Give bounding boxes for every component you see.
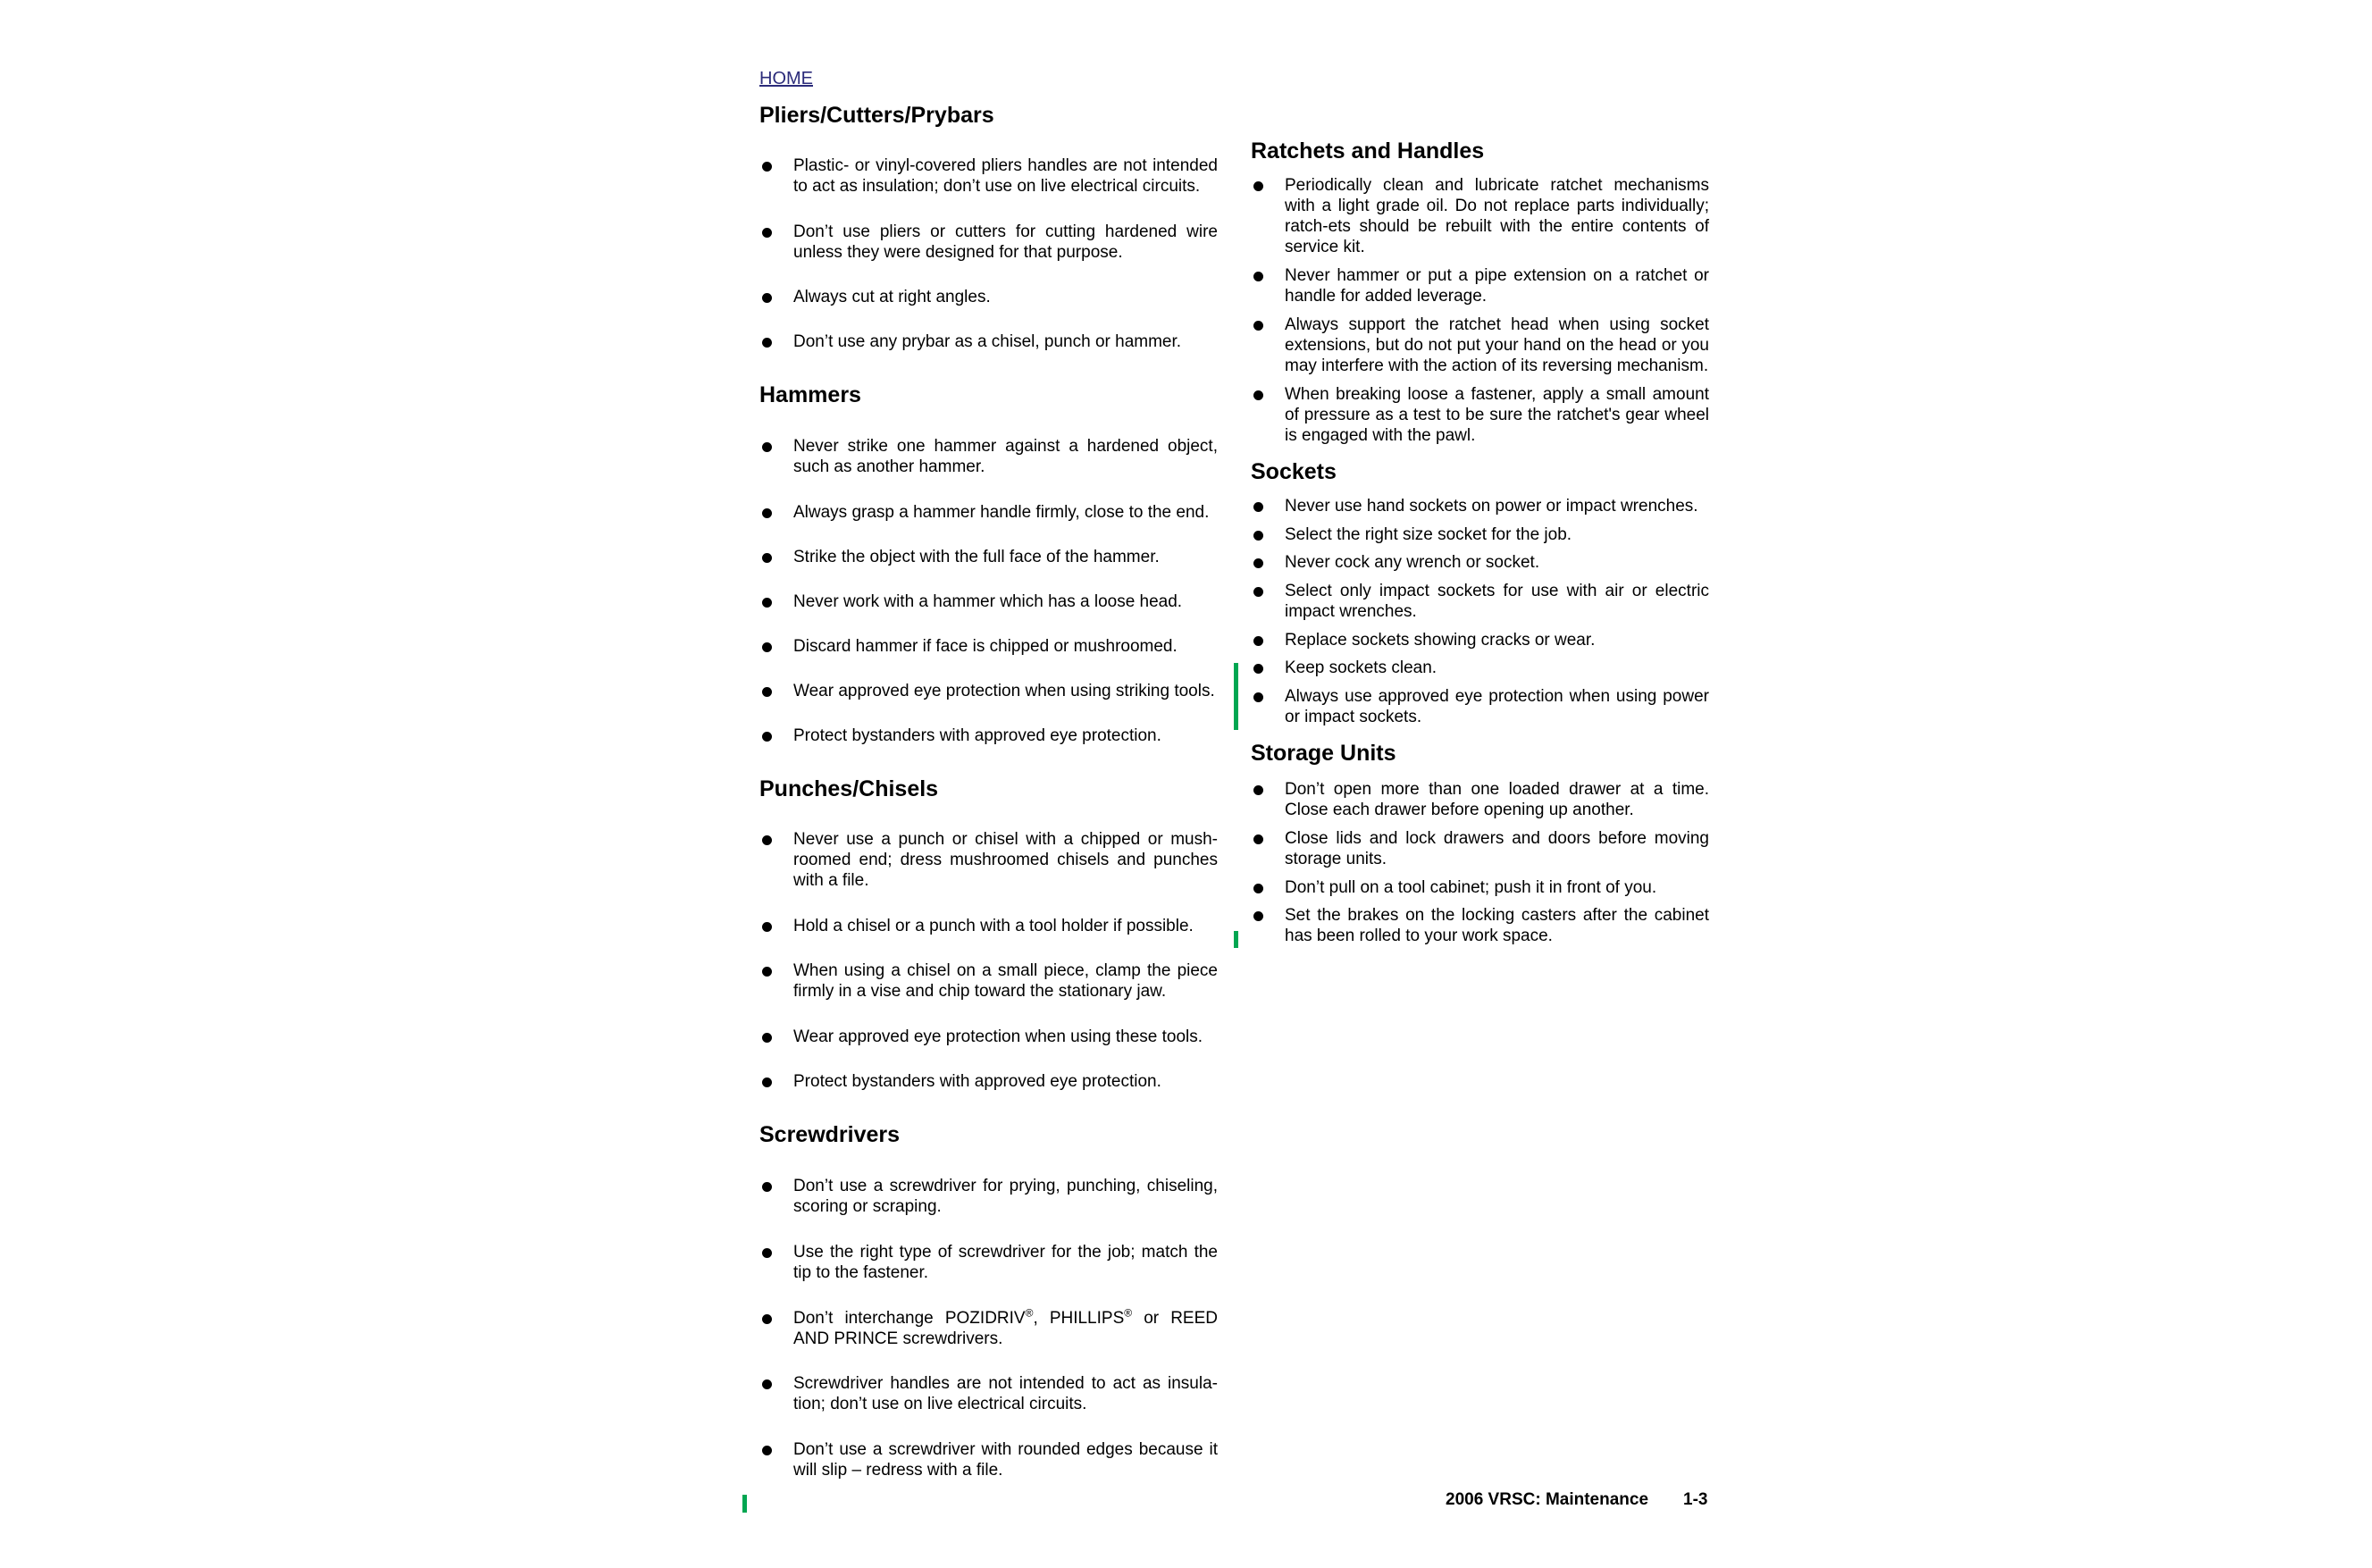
list-item: Never work with a hammer which has a loose head.	[759, 591, 1218, 612]
bullet-icon	[762, 922, 772, 932]
heading-ratchets: Ratchets and Handles	[1251, 138, 1485, 164]
list-item: Wear approved eye protection when using striking tools.	[759, 681, 1218, 701]
bullet-icon	[762, 1182, 772, 1192]
list-item: Select the right size socket for the job.	[1251, 524, 1709, 545]
bullet-icon	[762, 1248, 772, 1258]
bullet-icon	[762, 338, 772, 348]
home-link[interactable]: HOME	[759, 69, 813, 88]
list-item: Don’t open more than one loaded drawer at a time. Close each drawer before opening up another.	[1251, 779, 1709, 820]
list-item: Never strike one hammer against a hardened object, such as another hammer.	[759, 436, 1218, 477]
list-item: Keep sockets clean.	[1251, 658, 1709, 678]
bullet-icon	[762, 1446, 772, 1455]
list-item: Don’t pull on a tool cabinet; push it in front of you.	[1251, 877, 1709, 898]
bullet-icon	[1253, 321, 1263, 331]
interchange-text: Don’t interchange POZIDRIV®, PHILLIPS® or REED AND PRINCE screwdrivers.	[793, 1306, 1218, 1348]
list-item: When breaking loose a fastener, apply a small amount of pressure as a test to be sure the ratchet's gear wheel is engaged with the pawl.	[1251, 384, 1709, 446]
bullet-icon	[762, 732, 772, 742]
list-item: Always use approved eye protection when using power or impact sockets.	[1251, 686, 1709, 727]
footer-title: 2006 VRSC: Maintenance	[1446, 1490, 1649, 1509]
list-item: Close lids and lock drawers and doors before moving storage units.	[1251, 828, 1709, 869]
bullet-icon	[1253, 181, 1263, 191]
list-item: Don’t use pliers or cutters for cutting hardened wire unless they were designed for that purpose.	[759, 222, 1218, 263]
revision-change-bar	[1234, 931, 1238, 948]
heading-screwdrivers: Screwdrivers	[759, 1122, 901, 1147]
bullet-icon	[1253, 664, 1263, 674]
bullet-icon	[1253, 692, 1263, 702]
list-item: Protect bystanders with approved eye protection.	[759, 1071, 1218, 1092]
list-item: Always grasp a hammer handle firmly, close to the end.	[759, 502, 1218, 523]
list-item: Never use hand sockets on power or impact wrenches.	[1251, 496, 1709, 516]
bullet-icon	[762, 1033, 772, 1043]
bullet-icon	[762, 293, 772, 303]
bullet-icon	[762, 1314, 772, 1324]
list-item: Protect bystanders with approved eye protection.	[759, 725, 1218, 746]
bullet-icon	[762, 967, 772, 977]
bullet-icon	[762, 1077, 772, 1087]
bullet-icon	[1253, 390, 1263, 400]
bullet-icon	[1253, 272, 1263, 281]
revision-change-bar	[1234, 663, 1238, 730]
list-item: Screwdriver handles are not intended to act as insula-tion; don’t use on live electrical circuits.	[759, 1373, 1218, 1414]
list-item	[759, 1308, 1218, 1349]
list-item: Wear approved eye protection when using these tools.	[759, 1027, 1218, 1047]
bullet-icon	[762, 687, 772, 697]
list-item: Replace sockets showing cracks or wear.	[1251, 630, 1709, 650]
bullet-icon	[762, 642, 772, 652]
heading-hammers: Hammers	[759, 382, 861, 407]
heading-punches: Punches/Chisels	[759, 776, 939, 801]
heading-sockets: Sockets	[1251, 459, 1337, 484]
heading-storage: Storage Units	[1251, 741, 1396, 766]
revision-change-bar	[742, 1495, 747, 1513]
list-item: Strike the object with the full face of the hammer.	[759, 547, 1218, 567]
list-item: Always cut at right angles.	[759, 287, 1218, 307]
list-item: Always support the ratchet head when using socket extensions, but do not put your hand on the head or you may interfere with the action of its reversing mechanism.	[1251, 314, 1709, 376]
bullet-icon	[762, 598, 772, 608]
list-item: Never hammer or put a pipe extension on a ratchet or handle for added leverage.	[1251, 265, 1709, 306]
list-item: Plastic- or vinyl-covered pliers handles are not intended to act as insulation; don’t use on live electrical circuits.	[759, 155, 1218, 197]
bullet-icon	[1253, 558, 1263, 568]
bullet-icon	[762, 162, 772, 172]
bullet-icon	[1253, 834, 1263, 844]
list-item: Discard hammer if face is chipped or mushroomed.	[759, 636, 1218, 657]
list-item: Never use a punch or chisel with a chipped or mush-roomed end; dress mushroomed chisels and punches with a file.	[759, 829, 1218, 891]
bullet-icon	[1253, 636, 1263, 646]
bullet-icon	[762, 553, 772, 563]
list-item: Periodically clean and lubricate ratchet mechanisms with a light grade oil. Do not replace parts individually; ratch-ets should be rebuilt with the entire contents of service kit.	[1251, 175, 1709, 257]
bullet-icon	[1253, 502, 1263, 512]
page-number: 1-3	[1683, 1490, 1708, 1509]
list-item: Never cock any wrench or socket.	[1251, 552, 1709, 573]
bullet-icon	[1253, 911, 1263, 921]
bullet-icon	[762, 442, 772, 452]
bullet-icon	[762, 835, 772, 845]
bullet-icon	[762, 228, 772, 238]
list-item: Don’t use a screwdriver for prying, punching, chiseling, scoring or scraping.	[759, 1176, 1218, 1217]
list-item: Hold a chisel or a punch with a tool holder if possible.	[759, 916, 1218, 936]
heading-pliers: Pliers/Cutters/Prybars	[759, 103, 994, 128]
list-item: Use the right type of screwdriver for the job; match the tip to the fastener.	[759, 1242, 1218, 1283]
bullet-icon	[762, 1379, 772, 1389]
list-item: Don’t use any prybar as a chisel, punch or hammer.	[759, 331, 1218, 352]
list-item: Set the brakes on the locking casters after the cabinet has been rolled to your work space.	[1251, 905, 1709, 946]
list-item: Select only impact sockets for use with air or electric impact wrenches.	[1251, 581, 1709, 622]
bullet-icon	[1253, 587, 1263, 597]
list-item: Don’t use a screwdriver with rounded edges because it will slip – redress with a file.	[759, 1439, 1218, 1480]
list-item: When using a chisel on a small piece, clamp the piece firmly in a vise and chip toward the stationary jaw.	[759, 960, 1218, 1002]
bullet-icon	[1253, 884, 1263, 893]
bullet-icon	[1253, 531, 1263, 541]
bullet-icon	[762, 508, 772, 518]
bullet-icon	[1253, 785, 1263, 795]
